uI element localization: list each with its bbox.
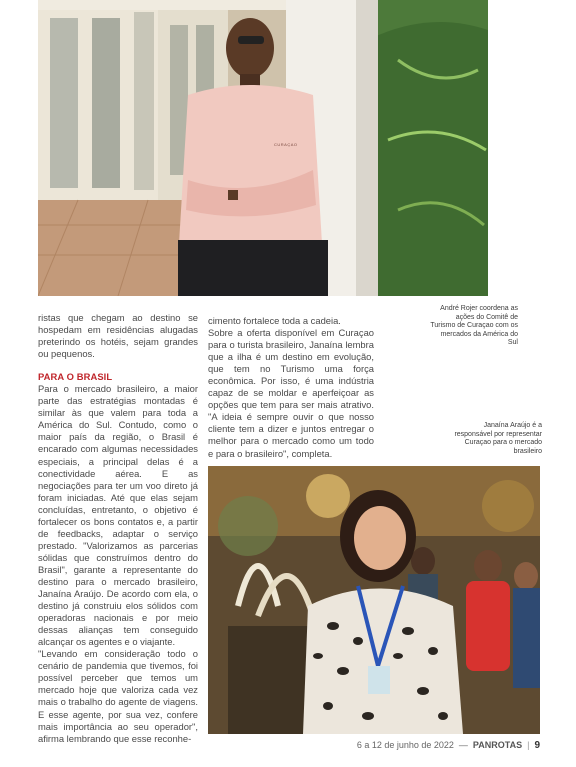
- andre-rojer-photo: [38, 0, 488, 296]
- section-heading: PARA O BRASIL: [38, 371, 113, 383]
- janaina-araujo-photo: [208, 466, 540, 734]
- photo-caption-andre: André Rojer coordena as ações do Comitê de Turismo de Curaçao com os mercados da América do Sul: [430, 305, 518, 347]
- article-paragraph: "Levando em consideração todo o cenário de pandemia que tivemos, foi possível perceber que temos um mercado hoje que valoriza cada vez mais o trabalho do agente de viagens. E esse agente, por sua vez, confere mais importância ao seu operador", afirma lembrando que esse reconhe-: [38, 648, 198, 744]
- page-number: 9: [534, 739, 540, 751]
- publication-name: PANROTAS: [472, 740, 523, 750]
- article-paragraph: cimento fortalece toda a cadeia.: [208, 315, 341, 326]
- article-paragraph: Para o mercado brasileiro, a maior parte das estratégias montadas é similar às que valem para toda a América do Sul. Contudo, como o maior país da região, o Brasil é encarado com algumas necessidades especiais, a principal delas é a conectividade aérea. E as negociações para ter um voo direto já foram iniciadas. Até que elas sejam concluídas, entretanto, o objetivo é fortalecer os bons contatos e, a partir de feedbacks, adaptar o serviço prestado. "Valorizamos as parcerias sólidas que construímos dentro do Brasil", garante a representante do destino para o mercado brasileiro, Janaína Araújo. De acordo com ela, o destino já construiu elos sólidos com operadoras nacionais e por meio dessas alianças tem conseguido alcançar os agentes e o viajante.: [38, 383, 198, 648]
- article-column-2: [208, 315, 374, 460]
- article-column-1: [38, 312, 198, 745]
- article-paragraph: ristas que chegam ao destino se hospedam em residências alugadas preterindo os hotéis, sejam grandes ou pequenos.: [38, 312, 198, 360]
- footer-separator: |: [527, 740, 530, 750]
- photo-caption-janaina: Janaína Araújo é a responsável por representar Curaçao para o mercado brasileiro: [454, 422, 542, 455]
- issue-date: 6 a 12 de junho de 2022: [356, 740, 454, 750]
- dash-separator: —: [458, 740, 468, 750]
- shirt-logo: CURAÇAO: [274, 142, 298, 147]
- page-footer: [340, 738, 540, 752]
- article-paragraph: Sobre a oferta disponível em Curaçao para o turista brasileiro, Janaína lembra que a ilha é um destino em evolução, que tem no Turismo uma força econômica. Por isso, é uma indústria capaz de se moldar e aperfeiçoar as opções que tem para ser mais atrativo. "A ideia é sempre ouvir o que nosso cliente tem a dizer e juntos entregar o melhor para o mercado como um todo e para o brasileiro", completa.: [208, 327, 374, 459]
